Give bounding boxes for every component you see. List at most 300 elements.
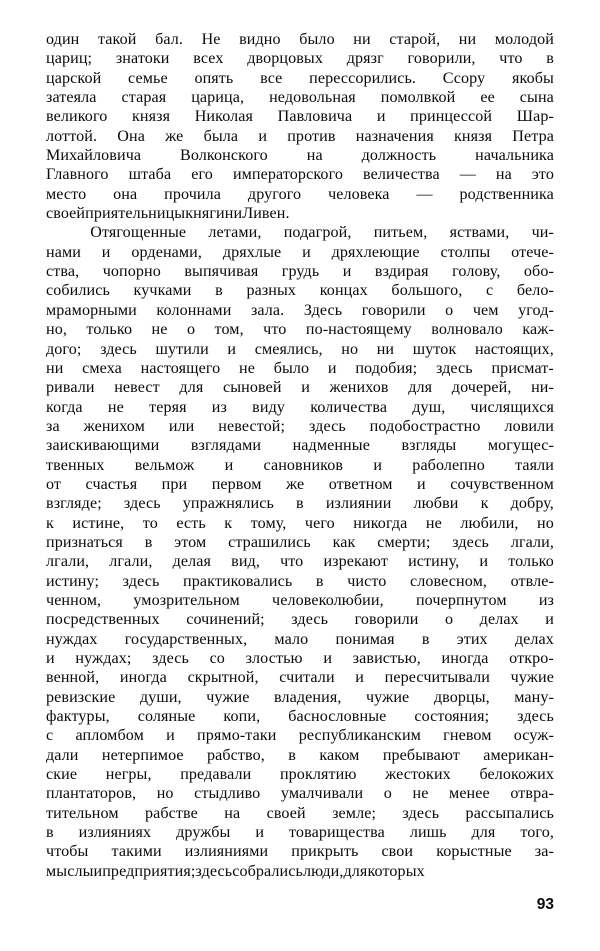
text-word: но: [156, 785, 174, 803]
text-word: цариц;: [46, 50, 93, 68]
text-word: республиканским: [298, 727, 421, 745]
text-word: теряя: [149, 398, 187, 416]
text-word: с: [46, 727, 54, 745]
text-word: для: [179, 379, 204, 397]
text-word: невест: [114, 379, 160, 397]
text-word: о: [186, 321, 196, 339]
text-word: питьем,: [373, 224, 428, 242]
text-word: недовольная: [269, 89, 356, 107]
text-word: своей: [46, 205, 86, 223]
text-word: нами: [46, 243, 81, 261]
text-word: и: [376, 108, 386, 126]
text-line: [46, 378, 554, 397]
text-word: женихов: [329, 379, 389, 397]
text-word: приятельницы: [85, 205, 186, 223]
text-word: и: [224, 456, 234, 474]
text-word: предавали: [180, 766, 252, 784]
text-word: понимая: [335, 630, 395, 648]
text-line: [46, 185, 554, 204]
text-line: [46, 320, 554, 339]
text-word: только: [508, 553, 554, 571]
text-word: словесном,: [410, 572, 488, 590]
text-word: бал.: [155, 31, 184, 48]
text-word: делах: [479, 611, 519, 629]
text-word: к: [224, 514, 233, 532]
text-word: Михайловича: [46, 147, 142, 165]
text-line: [46, 456, 554, 475]
text-word: и: [342, 263, 352, 281]
text-word: ни: [376, 340, 395, 358]
text-word: и: [46, 650, 55, 667]
text-word: это: [531, 166, 554, 184]
text-word: назначения: [355, 127, 434, 145]
text-word: собились: [46, 282, 110, 300]
text-word: рассыпались: [465, 804, 554, 822]
text-word: орденами,: [131, 243, 203, 261]
text-word: здесь: [402, 804, 440, 822]
text-word: тому,: [250, 514, 287, 532]
text-word: яствами,: [449, 224, 510, 242]
text-word: ману-: [514, 688, 554, 706]
text-column: [46, 30, 554, 881]
text-word: сочинений;: [186, 611, 265, 629]
text-word: счастья: [85, 475, 138, 493]
text-word: столпы: [440, 243, 491, 261]
text-word: откро-: [509, 650, 554, 667]
text-word: говорили,: [407, 50, 476, 68]
text-word: и: [373, 456, 383, 474]
text-word: другого: [247, 185, 302, 203]
text-word: любили,: [460, 514, 519, 532]
text-word: о: [444, 611, 454, 629]
text-word: отвле-: [510, 572, 554, 590]
text-word: этом: [174, 533, 207, 551]
text-word: прикрыть: [291, 843, 359, 861]
text-word: и: [301, 379, 310, 397]
text-line: [46, 281, 554, 300]
text-word: отвра-: [510, 785, 554, 803]
text-word: смерти;: [377, 533, 431, 551]
text-line: [46, 688, 554, 707]
text-word: Главного: [46, 166, 109, 184]
text-word: пребывают: [382, 746, 460, 764]
text-word: излияниях: [78, 824, 152, 842]
text-word: старая: [121, 89, 167, 107]
text-word: копи,: [223, 708, 261, 726]
text-word: человеколюбии,: [272, 591, 384, 609]
text-word: дворцы,: [433, 688, 490, 706]
text-word: подобия;: [355, 359, 418, 377]
text-word: гневом: [443, 727, 492, 745]
text-word: здесь: [123, 495, 161, 513]
text-line: [46, 262, 554, 281]
text-word: же: [285, 475, 305, 493]
text-word: затеяла: [46, 89, 97, 107]
text-word: владения,: [274, 688, 342, 706]
text-word: якобы: [512, 69, 554, 87]
text-word: и: [327, 359, 337, 377]
text-word: практиковались: [183, 572, 293, 590]
text-word: большого,: [391, 282, 463, 300]
text-word: Она: [117, 127, 145, 145]
text-word: великого: [46, 108, 108, 126]
text-word: ревизские: [46, 688, 116, 706]
text-line: [46, 591, 554, 610]
text-word: князя: [131, 108, 171, 126]
text-word: —: [416, 185, 433, 203]
text-word: Отягощенные: [90, 224, 187, 242]
text-word: прямо-таки: [197, 727, 277, 745]
text-word: упражнялись: [182, 495, 274, 513]
text-word: для: [343, 862, 368, 880]
text-word: говорили: [354, 611, 419, 629]
text-word: по-настоящему: [305, 321, 412, 339]
text-word: чтобы: [46, 843, 89, 861]
text-word: только: [86, 321, 133, 339]
text-word: знатоки: [115, 50, 170, 68]
text-word: взглядами: [190, 437, 262, 455]
text-word: любви: [413, 495, 459, 513]
text-word: не: [107, 398, 124, 416]
text-line: [46, 127, 554, 146]
text-word: смеялись,: [254, 340, 323, 358]
text-word: от: [46, 475, 62, 493]
text-word: и: [323, 650, 333, 667]
text-word: собрались: [232, 862, 303, 880]
text-word: и: [255, 824, 265, 842]
text-word: на: [306, 147, 323, 165]
text-word: люди,: [302, 862, 344, 880]
text-word: дворцовых: [247, 50, 323, 68]
text-word: и: [417, 475, 426, 493]
text-line: [46, 398, 554, 417]
text-word: никогда: [353, 514, 408, 532]
text-line: [46, 630, 554, 649]
paragraph-2: [46, 223, 554, 881]
text-word: голову,: [452, 263, 501, 281]
text-word: она: [113, 185, 138, 203]
text-word: добру,: [510, 495, 554, 513]
text-line: [46, 649, 554, 668]
text-word: с: [486, 282, 494, 300]
text-word: сыновей: [222, 379, 282, 397]
text-word: осуж-: [513, 727, 554, 745]
text-word: принцессой: [410, 108, 493, 126]
text-word: свои: [381, 843, 414, 861]
text-word: и: [302, 243, 311, 261]
text-word: лишь: [409, 824, 447, 842]
text-word: но,: [46, 321, 67, 339]
text-word: мыслы: [46, 862, 94, 880]
text-word: перессорились.: [309, 69, 417, 87]
text-word: считали: [279, 669, 335, 687]
text-word: его: [191, 166, 213, 184]
text-word: изрекают: [323, 553, 388, 571]
text-word: Ливен.: [242, 205, 290, 223]
text-word: Волконского: [180, 147, 268, 165]
text-word: но: [341, 340, 359, 358]
text-word: делах: [514, 630, 554, 648]
text-line: [46, 823, 554, 842]
text-word: для: [471, 824, 496, 842]
text-word: посредственных: [46, 611, 160, 629]
text-word: и: [166, 727, 175, 745]
text-word: сочувственном: [450, 475, 554, 493]
text-line: [46, 842, 554, 861]
text-word: не: [151, 321, 168, 339]
text-word: зала.: [250, 301, 285, 319]
text-word: для: [408, 379, 433, 397]
text-word: здесь: [435, 359, 473, 377]
text-word: к: [46, 514, 54, 532]
text-word: есть: [176, 514, 206, 532]
text-word: угод-: [518, 301, 554, 319]
text-word: чужие: [510, 669, 554, 687]
text-word: место: [46, 185, 87, 203]
text-word: подагрой,: [283, 224, 352, 242]
text-word: и: [479, 553, 489, 571]
text-word: корыстные: [436, 843, 512, 861]
text-word: тительном: [46, 804, 119, 822]
text-word: все: [260, 69, 283, 87]
text-line: [46, 475, 554, 494]
text-word: колоннами: [156, 301, 232, 319]
text-word: в: [421, 630, 430, 648]
text-line: [46, 436, 554, 455]
text-word: чего: [304, 514, 335, 532]
text-word: рабство,: [207, 746, 265, 764]
text-word: дали: [46, 746, 79, 764]
text-word: белокожих: [479, 766, 554, 784]
text-word: начальника: [475, 147, 554, 165]
text-line: [46, 243, 554, 262]
text-word: один: [46, 31, 80, 48]
text-line: [46, 804, 554, 823]
text-word: здесь: [452, 533, 489, 551]
text-word: не: [239, 359, 255, 377]
text-line: [46, 30, 554, 49]
text-word: здесь: [152, 650, 189, 667]
text-word: за-: [534, 843, 554, 861]
text-word: лгали,: [109, 553, 153, 571]
text-word: за: [46, 417, 60, 435]
text-word: здесь: [308, 417, 346, 435]
text-word: когда: [46, 398, 83, 416]
text-word: грудь: [281, 263, 320, 281]
text-word: Ссору: [442, 69, 486, 87]
text-word: ства,: [46, 263, 80, 281]
text-word: родственника: [459, 185, 554, 203]
text-word: при: [161, 475, 188, 493]
text-word: лгали,: [510, 533, 554, 551]
text-word: но: [537, 514, 554, 532]
text-word: волновало: [431, 321, 503, 339]
text-word: души,: [139, 688, 182, 706]
text-word: Николая: [194, 108, 254, 126]
text-word: американ-: [483, 746, 554, 764]
text-word: вид,: [231, 553, 260, 571]
text-word: государственных,: [124, 630, 248, 648]
text-word: виду: [252, 398, 286, 416]
text-word: не: [412, 785, 429, 803]
text-word: к: [480, 495, 489, 513]
text-word: истину,: [408, 553, 460, 571]
text-word: кучками: [133, 282, 192, 300]
text-word: баснословные: [288, 708, 387, 726]
text-word: человека: [328, 185, 390, 203]
text-line: [46, 533, 554, 552]
text-word: Здесь: [303, 301, 343, 319]
text-line: [46, 146, 554, 165]
text-word: должность: [361, 147, 437, 165]
text-word: чопорно: [102, 263, 161, 281]
text-word: княгини: [185, 205, 243, 223]
text-line: [46, 223, 554, 242]
text-word: сановников: [263, 456, 344, 474]
text-word: завистью,: [352, 650, 421, 667]
text-word: из: [211, 398, 227, 416]
text-word: шуток: [412, 340, 457, 358]
text-word: в: [296, 495, 304, 513]
text-word: здесь: [122, 572, 160, 590]
text-word: истине,: [72, 514, 125, 532]
text-word: было: [273, 359, 310, 377]
text-word: женихом: [83, 417, 145, 435]
text-word: что: [280, 553, 304, 571]
text-line: [46, 69, 554, 88]
text-word: которых: [367, 862, 425, 880]
text-word: количества: [310, 398, 388, 416]
text-word: и: [101, 243, 111, 261]
text-word: здесь: [100, 340, 137, 358]
text-word: дочерей,: [451, 379, 512, 397]
text-word: страшились: [228, 533, 311, 551]
text-word: ни: [46, 359, 64, 377]
text-word: семье: [128, 69, 168, 87]
text-word: вельмож: [134, 456, 195, 474]
text-line: [46, 204, 554, 223]
text-word: нуждах: [46, 630, 98, 648]
text-word: бело-: [516, 282, 554, 300]
text-word: здесь: [195, 862, 233, 880]
text-line: [46, 417, 554, 436]
text-word: предприятия;: [102, 862, 196, 880]
text-word: настоящего: [140, 359, 221, 377]
text-word: чем: [472, 301, 499, 319]
text-word: в: [46, 824, 54, 842]
text-word: первом: [211, 475, 262, 493]
text-line: [46, 49, 554, 68]
text-word: венной,: [46, 669, 100, 687]
text-line: [46, 340, 554, 359]
text-word: товарищества: [289, 824, 385, 842]
text-word: отече-: [511, 243, 554, 261]
text-word: чужие: [365, 688, 410, 706]
text-line: [46, 746, 554, 765]
text-word: была: [203, 127, 239, 145]
text-line: [46, 359, 554, 378]
text-word: такой: [97, 31, 137, 48]
text-line: [46, 107, 554, 126]
text-word: пересчитывали: [384, 669, 490, 687]
text-word: могущес-: [487, 437, 554, 455]
text-word: невестой;: [218, 417, 286, 435]
text-word: ее: [480, 89, 495, 107]
text-word: смеха: [82, 359, 122, 377]
text-word: летами,: [208, 224, 262, 242]
text-word: такими: [111, 843, 162, 861]
text-word: дряхлеющие: [331, 243, 420, 261]
text-word: почерпнутом: [415, 591, 507, 609]
text-word: и: [227, 340, 237, 358]
text-line: [46, 726, 554, 745]
text-word: в: [144, 533, 153, 551]
text-line: [46, 301, 554, 320]
text-word: молодой: [494, 31, 554, 48]
text-word: мраморными: [46, 301, 137, 319]
text-word: не: [425, 514, 442, 532]
text-line: [46, 784, 554, 803]
text-word: Петра: [512, 127, 554, 145]
text-word: в: [288, 746, 296, 764]
text-line: [46, 862, 554, 881]
text-word: апломбом: [75, 727, 144, 745]
text-word: в: [315, 572, 324, 590]
text-word: менее: [449, 785, 490, 803]
text-word: Не: [201, 31, 221, 48]
text-word: старой,: [389, 31, 441, 48]
text-word: подобострастно: [369, 417, 481, 435]
text-word: взгляде;: [46, 495, 102, 513]
text-word: выпячивая: [184, 263, 259, 281]
text-word: каж-: [522, 321, 554, 339]
text-word: же: [165, 127, 184, 145]
text-word: и: [258, 127, 268, 145]
text-word: помолвкой: [380, 89, 456, 107]
text-word: было: [299, 31, 335, 48]
text-line: [46, 165, 554, 184]
text-word: признаться: [46, 533, 123, 551]
text-word: дрязг: [346, 50, 384, 68]
text-word: величества: [363, 166, 440, 184]
page-number: 93: [536, 896, 554, 913]
text-word: на: [224, 804, 241, 822]
text-word: настоящих,: [474, 340, 554, 358]
text-word: Павловича: [277, 108, 353, 126]
text-line: [46, 494, 554, 513]
text-word: опять: [194, 69, 234, 87]
text-line: [46, 707, 554, 726]
text-word: душ,: [412, 398, 446, 416]
text-word: прочила: [164, 185, 222, 203]
text-word: императорского: [232, 166, 344, 184]
text-word: иногда: [441, 650, 489, 667]
text-word: нетерпимое: [101, 746, 184, 764]
text-word: сына: [519, 89, 554, 107]
text-word: истину;: [46, 572, 100, 590]
text-word: умозрительном: [133, 591, 240, 609]
text-word: чисто: [347, 572, 387, 590]
text-word: лоттой.: [46, 127, 98, 145]
text-word: ченном,: [46, 591, 102, 609]
text-line: [46, 552, 554, 571]
text-word: лгали,: [46, 553, 90, 571]
text-word: рабстве: [145, 804, 198, 822]
text-word: князя: [454, 127, 493, 145]
text-word: ни-: [531, 379, 554, 397]
text-word: заискивающими: [46, 437, 160, 455]
text-word: проклятию: [279, 766, 357, 784]
